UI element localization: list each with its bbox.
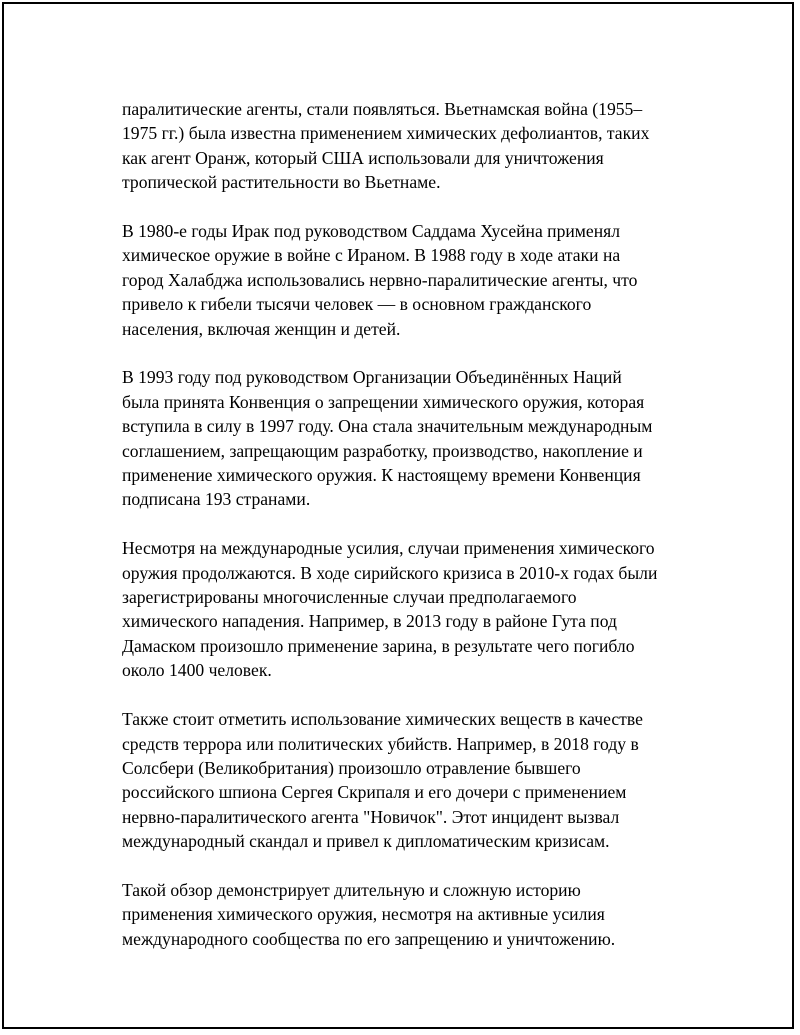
paragraph-syria xyxy=(122,536,697,682)
paragraph-convention xyxy=(122,365,697,511)
text-line: Также стоит отметить использование химических веществ в качестве xyxy=(122,709,643,730)
text-line: Такой обзор демонстрирует длительную и сложную историю xyxy=(122,879,581,900)
text-line: около 1400 человек. xyxy=(122,660,272,681)
paragraph-terror-salisbury xyxy=(122,707,697,853)
text-line: 1975 гг.) была известна применением химических дефолиантов, таких xyxy=(122,123,650,144)
document-body xyxy=(122,97,697,951)
text-line: вступила в силу в 1997 году. Она стала значительным международным xyxy=(122,416,653,437)
text-line: нервно-паралитического агента "Новичок". Этот инцидент вызвал xyxy=(122,806,620,827)
document-page xyxy=(2,2,794,1029)
text-line: Солсбери (Великобритания) произошло отравление бывшего xyxy=(122,757,581,778)
text-line: Дамаском произошло применение зарина, в результате чего погибло xyxy=(122,635,635,656)
text-line: привело к гибели тысячи человек — в основном гражданского xyxy=(122,294,592,315)
text-line: применение химического оружия. К настоящему времени Конвенция xyxy=(122,465,641,486)
text-line: российского шпиона Сергея Скрипаля и его дочери с применением xyxy=(122,782,627,803)
paragraph-conclusion xyxy=(122,878,697,951)
text-line: международный скандал и привел к дипломатическим кризисам. xyxy=(122,831,610,852)
text-line: оружия продолжаются. В ходе сирийского кризиса в 2010-х годах были xyxy=(122,562,658,583)
text-line: соглашением, запрещающим разработку, производство, накопление и xyxy=(122,440,643,461)
text-line: химическое оружие в войне с Ираном. В 1988 году в ходе атаки на xyxy=(122,245,621,266)
text-line: была принята Конвенция о запрещении химического оружия, которая xyxy=(122,391,645,412)
text-line: Несмотря на международные усилия, случаи применения химического xyxy=(122,538,655,559)
text-line: как агент Оранж, который США использовали для уничтожения xyxy=(122,147,604,168)
text-line: населения, включая женщин и детей. xyxy=(122,318,401,339)
text-line: международного сообщества по его запрещению и уничтожению. xyxy=(122,928,616,949)
text-line: В 1993 году под руководством Организации Объединённых Наций xyxy=(122,367,622,388)
text-line: тропической растительности во Вьетнаме. xyxy=(122,172,441,193)
text-line: средств террора или политических убийств. Например, в 2018 году в xyxy=(122,733,639,754)
text-line: подписана 193 странами. xyxy=(122,489,311,510)
paragraph-iraq-halabja xyxy=(122,219,697,341)
text-line: город Халабджа использовались нервно-паралитические агенты, что xyxy=(122,269,638,290)
text-line: зарегистрированы многочисленные случаи предполагаемого xyxy=(122,587,577,608)
text-line: химического нападения. Например, в 2013 году в районе Гута под xyxy=(122,611,617,632)
paragraph-vietnam-war xyxy=(122,97,697,195)
text-line: паралитические агенты, стали появляться. Вьетнамская война (1955– xyxy=(122,99,643,119)
text-line: В 1980-е годы Ирак под руководством Саддама Хусейна применял xyxy=(122,221,621,242)
text-line: применения химического оружия, несмотря на активные усилия xyxy=(122,904,605,925)
